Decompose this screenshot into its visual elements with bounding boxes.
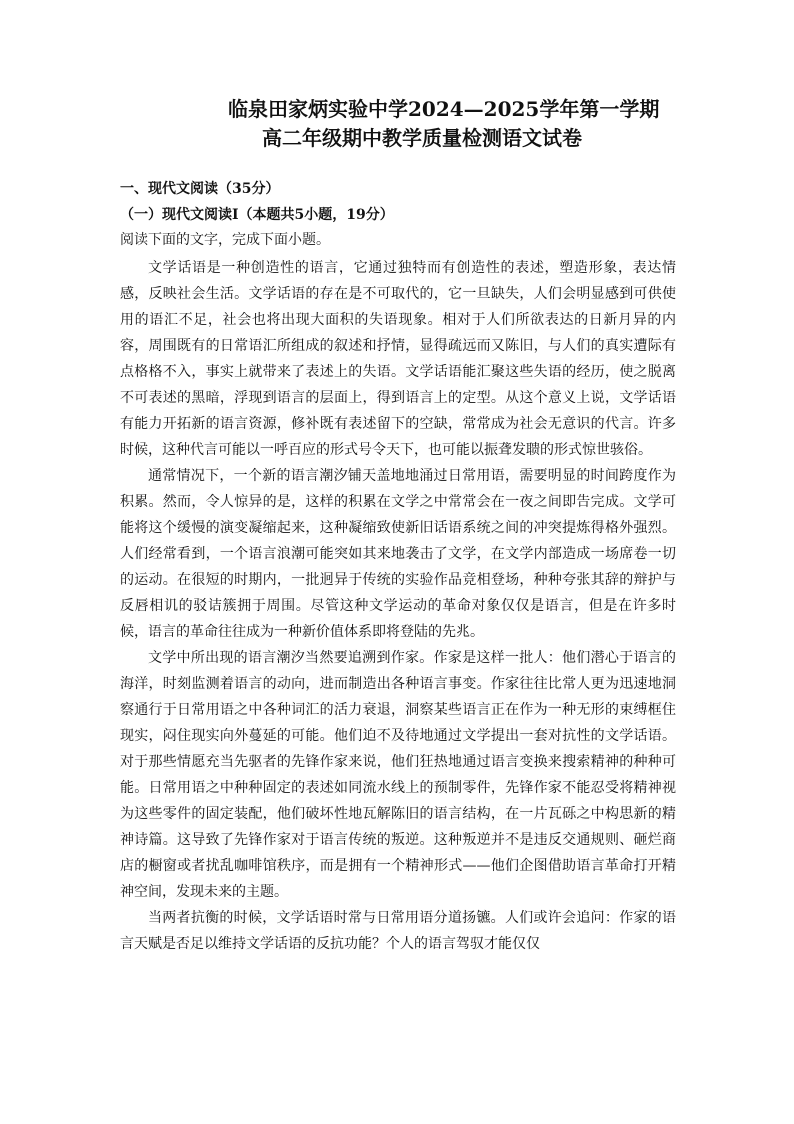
section-heading: 一、现代文阅读（35分） bbox=[120, 181, 280, 197]
exam-title-line2: 高二年级期中教学质量检测语文试卷 bbox=[262, 126, 582, 150]
reading-instruction: 阅读下面的文字，完成下面小题。 bbox=[120, 232, 330, 248]
passage-paragraph-2: 通常情况下，一个新的语言潮汐铺天盖地地涌过日常用语，需要明显的时间跨度作为积累。然而，令人惊异的是，这样的积累在文学之中常常会在一夜之间即告完成。文学可能将这个缓慢的演变凝缩起来，这种凝缩致使新旧话语系统之间的冲突提炼得格外强烈。人们经常看到，一个语言浪潮可能突如其来地袭击了文学，在文学内部造成一场席卷一切的运动。在很短的时期内，一批迥异于传统的实验作品竞相登场，种种夸张其辞的辩护与反唇相讥的驳诘簇拥于周围。尽管这种文学运动的革命对象仅仅是语言，但是在许多时候，语言的革命往往成为一种新价值体系即将登陆的先兆。 bbox=[120, 468, 676, 640]
exam-title-line1: 临泉田家炳实验中学2024—2025学年第一学期 bbox=[228, 97, 660, 121]
passage-paragraph-4: 当两者抗衡的时候，文学话语时常与日常用语分道扬镳。人们或许会追问：作家的语言天赋是否足以维持文学话语的反抗功能？个人的语言驾驭才能仅仅 bbox=[120, 910, 676, 952]
passage-paragraph-3: 文学中所出现的语言潮汐当然要追溯到作家。作家是这样一批人：他们潜心于语言的海洋，时刻监测着语言的动向，进而制造出各种语言事变。作家往往比常人更为迅速地洞察通行于日常用语之中各种词汇的活力衰退，洞察某些语言正在作为一种无形的束缚框住现实，闷住现实向外蔓延的可能。他们迫不及待地通过文学提出一套对抗性的文学话语。对于那些情愿充当先驱者的先锋作家来说，他们狂热地通过语言变换来搜索精神的种种可能。日常用语之中种种固定的表述如同流水线上的预制零件，先锋作家不能忍受将精神视为这些零件的固定装配，他们破坏性地瓦解陈旧的语言结构，在一片瓦砾之中构思新的精神诗篇。这导致了先锋作家对于语言传统的叛逆。这种叛逆并不是违反交通规则、砸烂商店的橱窗或者扰乱咖啡馆秩序，而是拥有一个精神形式——他们企图借助语言革命打开精神空间，发现未来的主题。 bbox=[120, 650, 676, 900]
passage-paragraph-1: 文学话语是一种创造性的语言，它通过独特而有创造性的表述，塑造形象，表达情感，反映社会生活。文学话语的存在是不可取代的，它一旦缺失，人们会明显感到可供使用的语汇不足，社会也将出现大面积的失语现象。相对于人们所欲表达的日新月异的内容，周围既有的日常语汇所组成的叙述和抒情，显得疏远而又陈旧，与人们的真实遭际有点格格不入，事实上就带来了表述上的失语。文学话语能汇聚这些失语的经历，使之脱离不可表述的黑暗，浮现到语言的层面上，得到语言上的定型。从这个意义上说，文学话语有能力开拓新的语言资源，修补既有表述留下的空缺，常常成为社会无意识的代言。许多时候，这种代言可能以一呼百应的形式号令天下，也可能以振聋发聩的形式惊世骇俗。 bbox=[120, 260, 676, 458]
reading-passage bbox=[120, 255, 676, 957]
subsection-heading: （一）现代文阅读Ⅰ（本题共5小题，19分） bbox=[120, 207, 394, 223]
